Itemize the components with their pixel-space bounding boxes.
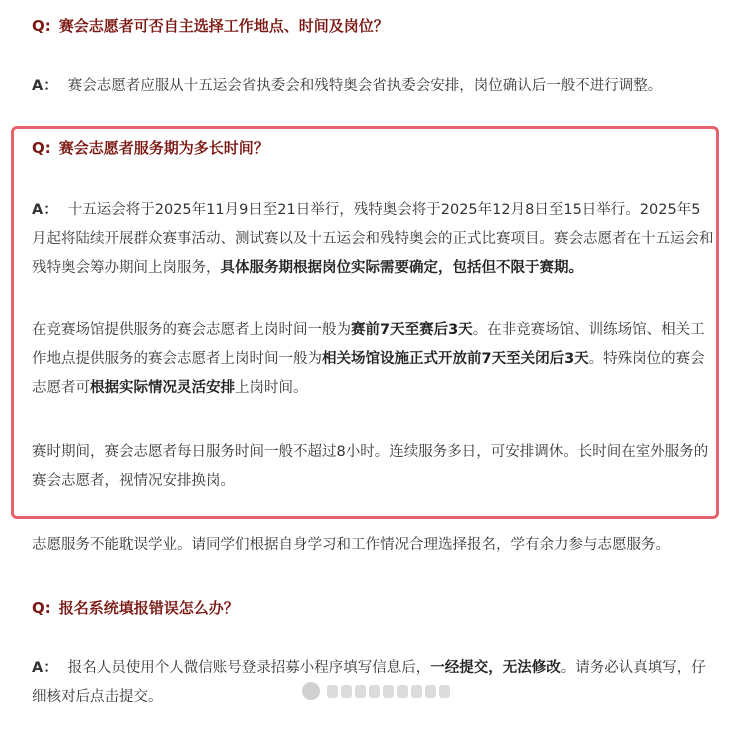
a2-bold-text: 具体服务期根据岗位实际需要确定，包括但不限于赛期。 [220, 260, 583, 276]
q2-text: 赛会志愿者服务期为多长时间？ [58, 139, 269, 157]
p3-bold-1: 赛前7天至赛后3天 [351, 322, 473, 338]
q1-heading [32, 15, 389, 37]
q3-text: 报名系统填报错误怎么办？ [58, 599, 239, 617]
watermark-glyph [327, 685, 338, 698]
a2-paragraph [32, 196, 714, 283]
watermark-glyph [397, 685, 408, 698]
watermark-glyph [383, 685, 394, 698]
watermark-glyph [425, 685, 436, 698]
p3-bold-2: 相关场馆设施正式开放前7天至关闭后3天 [322, 351, 589, 367]
watermark-glyph [341, 685, 352, 698]
q1-text: 赛会志愿者可否自主选择工作地点、时间及岗位？ [58, 17, 389, 35]
a3-text-2: 。请务必认真填写，仔细核对后点击提交。 [32, 660, 706, 705]
q1-label: Q: [32, 17, 51, 35]
daily-hours-paragraph [32, 438, 714, 496]
q3-label: Q: [32, 599, 51, 617]
service-time-paragraph [32, 316, 714, 403]
q3-heading [32, 597, 239, 619]
watermark-glyph [411, 685, 422, 698]
p3-text-2: 。在非竞赛场馆、训练场馆、相关工作地点提供服务的赛会志愿者上岗时间一般为 [32, 322, 705, 367]
a3-text-1: 报名人员使用个人微信账号登录招募小程序填写信息后， [67, 660, 431, 676]
a3-bold: 一经提交，无法修改 [430, 660, 561, 676]
q2-heading [32, 137, 269, 159]
p3-text-4: 上岗时间。 [235, 380, 308, 396]
watermark-glyph [439, 685, 450, 698]
p3-text-3: 。特殊岗位的赛会志愿者可 [32, 351, 705, 396]
q2-label: Q: [32, 139, 51, 157]
watermark-glyph [355, 685, 366, 698]
a2-text: 十五运会将于2025年11月9日至21日举行，残特奥会将于2025年12月8日至15日举行。2025年5月起将陆续开展群众赛事活动、测试赛以及十五运会和残特奥会的正式比赛项目。赛会志愿者在十五运会和残特奥会筹办期间上岗服务， [32, 202, 714, 276]
a1-label: A： [32, 78, 58, 94]
a3-label: A： [32, 660, 58, 676]
a1-paragraph [32, 72, 714, 101]
a1-text: 赛会志愿者应服从十五运会省执委会和残特奥会省执委会安排，岗位确认后一般不进行调整。 [67, 78, 663, 94]
p3-text-1: 在竞赛场馆提供服务的赛会志愿者上岗时间一般为 [32, 322, 351, 338]
p5-text: 志愿服务不能耽误学业。请同学们根据自身学习和工作情况合理选择报名，学有余力参与志愿服务。 [32, 537, 670, 553]
watermark [302, 680, 450, 702]
watermark-glyph [369, 685, 380, 698]
a2-label: A： [32, 202, 58, 218]
p4-text: 赛时期间，赛会志愿者每日服务时间一般不超过8小时。连续服务多日，可安排调休。长时间在室外服务的赛会志愿者，视情况安排换岗。 [32, 444, 709, 489]
study-note-paragraph [32, 531, 714, 560]
p3-bold-3: 根据实际情况灵活安排 [90, 380, 235, 396]
watermark-logo-icon [302, 682, 320, 700]
